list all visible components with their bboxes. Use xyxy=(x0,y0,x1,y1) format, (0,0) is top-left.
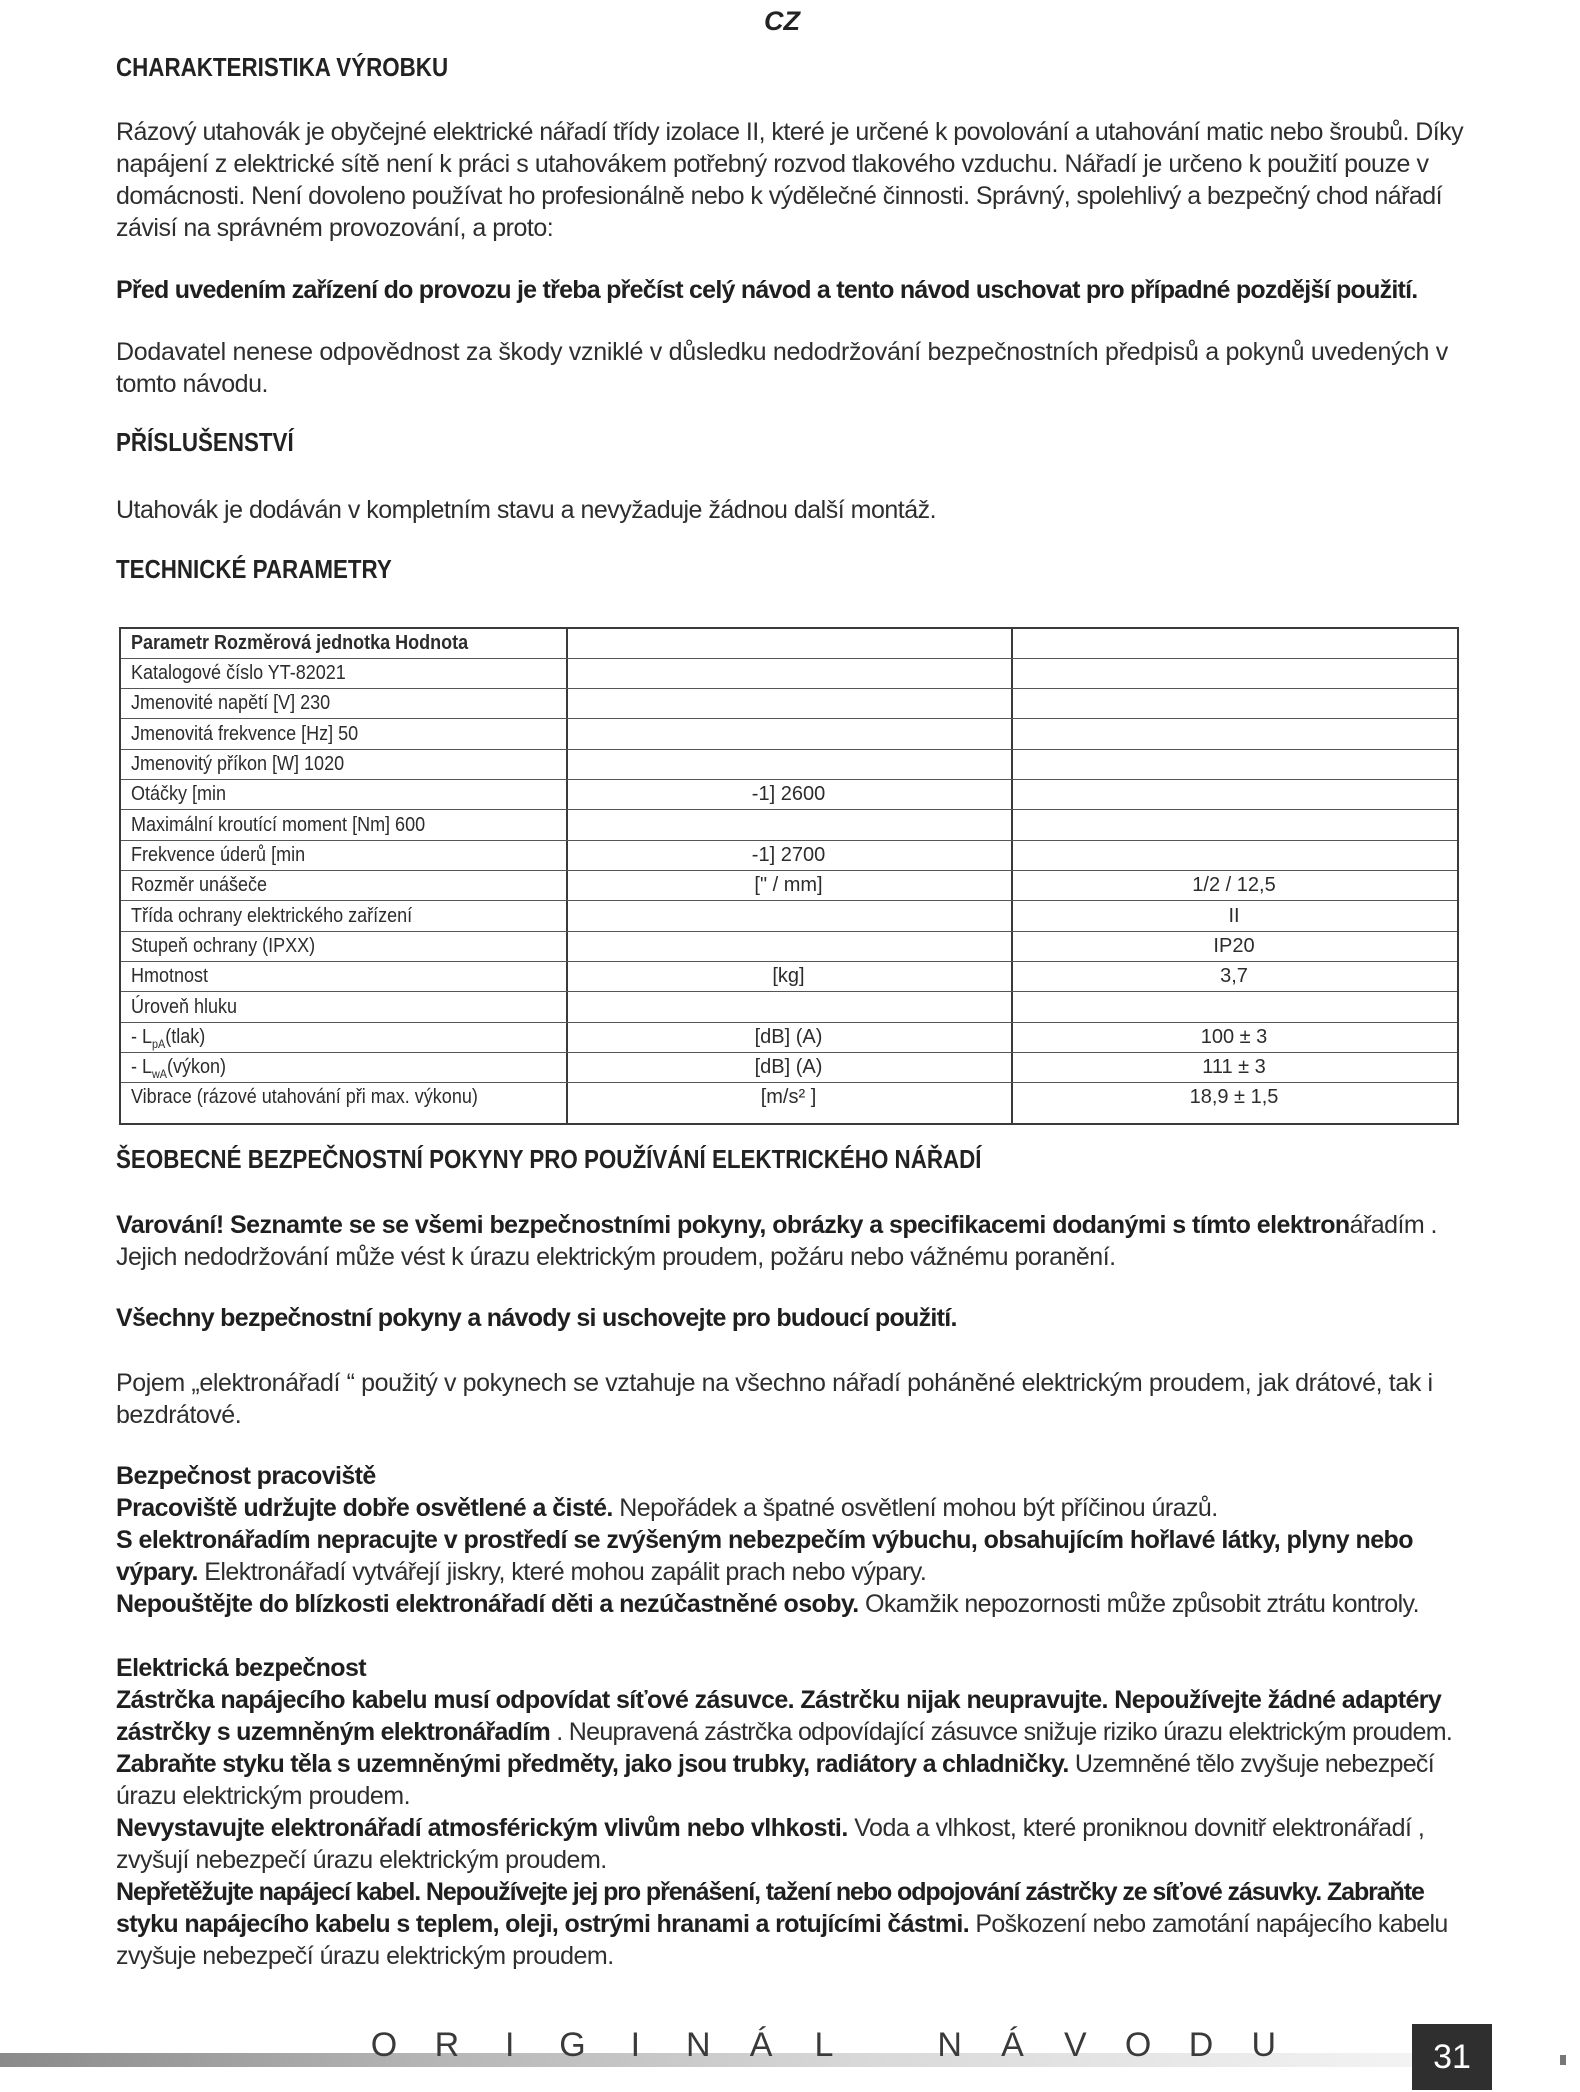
cell-text: - L xyxy=(131,1056,153,1078)
table-row xyxy=(121,1053,1457,1083)
table-row xyxy=(121,841,1457,871)
subsection-title: Bezpečnost pracoviště xyxy=(116,1462,376,1490)
table-cell xyxy=(131,1056,226,1081)
characteristics-paragraph xyxy=(116,116,1464,244)
table-cell: Vibrace (rázové utahování při max. výkonu) xyxy=(131,1086,478,1108)
table-cell: IP20 xyxy=(1213,935,1255,957)
text: ářadím . xyxy=(1349,1211,1437,1239)
term-paragraph xyxy=(116,1367,1460,1431)
language-code: CZ xyxy=(764,6,800,36)
text: Poškození nebo zamotání napájecího kabelu xyxy=(969,1910,1448,1938)
table-cell: [dB] (A) xyxy=(754,1056,823,1078)
text-line: zvyšuje nebezpečí úrazu elektrickým proudem. xyxy=(116,1942,614,1970)
text-line: Nepřetěžujte napájecí kabel. Nepoužívejte jej pro přenášení, tažení nebo odpojování zástrčky ze síťové zásuvky. Zabraňte xyxy=(116,1878,1424,1906)
table-row xyxy=(121,993,1457,1023)
table-cell: Jmenovitý příkon [W] 1020 xyxy=(131,753,345,775)
cell-text: (výkon) xyxy=(167,1056,227,1078)
table-row xyxy=(121,1023,1457,1053)
table-cell: Rozměr unášeče xyxy=(131,874,268,896)
footer-letter: I xyxy=(630,2026,641,2064)
technical-parameters-table xyxy=(119,627,1459,1125)
table-cell: -1] 2600 xyxy=(751,783,826,805)
table-row xyxy=(121,689,1457,719)
text-line: Zástrčka napájecího kabelu musí odpovídat síťové zásuvce. Zástrčku nijak neupravujte. Nepoužívejte žádné adaptéry xyxy=(116,1686,1442,1714)
footer-letter: Á xyxy=(1001,2026,1024,2064)
page-edge-mark xyxy=(1560,2055,1566,2065)
table-cell: II xyxy=(1228,905,1240,927)
table-cell: [kg] xyxy=(772,965,805,987)
subscript: wA xyxy=(152,1067,168,1081)
footer-letter: R xyxy=(434,2026,460,2064)
bold-text: Nevystavujte elektronářadí atmosférickým vlivům nebo vlhkosti. xyxy=(116,1814,848,1842)
table-cell: Stupeň ochrany (IPXX) xyxy=(131,935,316,957)
table-cell: 100 ± 3 xyxy=(1200,1026,1268,1048)
table-cell: [m/s² ] xyxy=(760,1086,817,1108)
table-row xyxy=(121,780,1457,810)
section-title-accessories: PŘÍSLUŠENSTVÍ xyxy=(116,427,294,457)
bold-text: výpary. xyxy=(116,1558,198,1586)
text: Okamžik nepozornosti může způsobit ztrátu kontroly. xyxy=(858,1590,1419,1618)
text-line xyxy=(116,1209,1460,1241)
table-row xyxy=(121,811,1457,841)
table-cell: 111 ± 3 xyxy=(1202,1056,1266,1078)
table-row xyxy=(121,962,1457,992)
text-line: Dodavatel nenese odpovědnost za škody vzniklé v důsledku nedodržování bezpečnostních předpisů a pokynů uvedených v xyxy=(116,338,1448,366)
bold-text: styku napájecího kabelu s teplem, oleji, ostrými hranami a rotujícími částmi. xyxy=(116,1910,970,1938)
text-line: bezdrátové. xyxy=(116,1401,242,1429)
table-row xyxy=(121,932,1457,962)
table-cell: Katalogové číslo YT-82021 xyxy=(131,662,346,684)
table-cell: Jmenovitá frekvence [Hz] 50 xyxy=(131,723,359,745)
text: . Neupravená zástrčka odpovídající zásuvce snižuje riziko úrazu elektrickým proudem. xyxy=(550,1718,1453,1746)
table-cell: Parametr Rozměrová jednotka Hodnota xyxy=(131,632,469,654)
text-line xyxy=(116,1716,1460,1748)
cell-text: - L xyxy=(131,1026,153,1048)
footer-letter: G xyxy=(559,2026,586,2064)
table-cell: Úroveň hluku xyxy=(131,996,238,1018)
electrical-safety-section xyxy=(116,1652,1460,1972)
text-line: S elektronářadím nepracujte v prostředí se zvýšeným nebezpečím výbuchu, obsahujícím hořlavé látky, plyny nebo xyxy=(116,1526,1413,1554)
text-line: napájení z elektrické sítě není k práci s utahovákem potřebný rozvod tlakového vzduchu. Nářadí je určeno k použití pouze v xyxy=(116,150,1429,178)
table-cell: Maximální kroutící moment [Nm] 600 xyxy=(131,814,426,836)
footer-letter: N xyxy=(685,2026,711,2064)
footer-letter: N xyxy=(937,2026,962,2064)
section-title-general-safety: ŠEOBECNÉ BEZPEČNOSTNÍ POKYNY PRO POUŽÍVÁNÍ ELEKTRICKÉHO NÁŘADÍ xyxy=(116,1144,982,1174)
section-title-technical-parameters: TECHNICKÉ PARAMETRY xyxy=(116,554,392,584)
table-cell: Otáčky [min xyxy=(131,783,227,805)
table-cell: [" / mm] xyxy=(754,874,823,896)
bold-text: zástrčky s uzemněným elektronářadím xyxy=(116,1718,551,1746)
subscript: pA xyxy=(152,1037,166,1051)
text-line xyxy=(116,1556,1460,1588)
table-cell: Hmotnost xyxy=(131,965,209,987)
footer-letter: U xyxy=(1251,2026,1277,2064)
text-line: domácnosti. Není dovoleno používat ho profesionálně nebo k výdělečné činnosti. Správný, spolehlivý a bezpečný chod nářadí xyxy=(116,182,1442,210)
text-line: Utahovák je dodáván v kompletním stavu a nevyžaduje žádnou další montáž. xyxy=(116,496,937,524)
text: Elektronářadí vytvářejí jiskry, které mohou zapálit prach nebo výpary. xyxy=(197,1558,927,1586)
footer-letter: V xyxy=(1063,2026,1087,2064)
footer-letter: L xyxy=(814,2026,834,2064)
text: Voda a vlhkost, které proniknou dovnitř elektronářadí , xyxy=(847,1814,1425,1842)
table-header-row xyxy=(121,629,1457,659)
footer-letter: O xyxy=(1124,2026,1152,2064)
table-cell: 18,9 ± 1,5 xyxy=(1189,1086,1279,1108)
text-line: Jejich nedodržování může vést k úrazu elektrickým proudem, požáru nebo vážnému poranění. xyxy=(116,1243,1116,1271)
accessories-paragraph xyxy=(116,494,1460,526)
text-line xyxy=(116,1748,1460,1780)
bold-text: Pracoviště udržujte dobře osvětlené a čisté. xyxy=(116,1494,613,1522)
subsection-title: Elektrická bezpečnost xyxy=(116,1654,367,1682)
table-row xyxy=(121,871,1457,901)
table-row xyxy=(121,1083,1457,1113)
footer-title xyxy=(364,2026,1284,2065)
text-line: zvyšují nebezpečí úrazu elektrickým proudem. xyxy=(116,1846,607,1874)
text-line: Pojem „elektronářadí “ použitý v pokynech se vztahuje na všechno nářadí poháněné elektrickým proudem, jak drátové, tak i xyxy=(116,1369,1433,1397)
table-cell: Jmenovité napětí [V] 230 xyxy=(131,692,331,714)
footer-letter xyxy=(867,2026,907,2065)
read-manual-notice xyxy=(116,274,1460,306)
text-line: úrazu elektrickým proudem. xyxy=(116,1782,411,1810)
footer-letter: Á xyxy=(749,2026,773,2064)
table-cell: 1/2 / 12,5 xyxy=(1192,874,1276,896)
text-line: Rázový utahovák je obyčejné elektrické nářadí třídy izolace II, které je určené k povolování a utahování matic nebo šroubů. Díky xyxy=(116,118,1464,146)
bold-text: Nepouštějte do blízkosti elektronářadí děti a nezúčastněné osoby. xyxy=(116,1590,859,1618)
keep-instructions-notice xyxy=(116,1302,1460,1334)
text-line: závisí na správném provozování, a proto: xyxy=(116,214,554,242)
text: Nepořádek a špatné osvětlení mohou být příčinou úrazů. xyxy=(612,1494,1218,1522)
cell-text: (tlak) xyxy=(165,1026,206,1048)
text-line xyxy=(116,1492,1460,1524)
footer-letter: D xyxy=(1188,2026,1214,2064)
footer-letter: I xyxy=(504,2026,515,2064)
text: Uzemněné tělo zvyšuje nebezpečí xyxy=(1068,1750,1434,1778)
text-line xyxy=(116,1908,1460,1940)
bold-text: Zabraňte styku těla s uzemněnými předměty, jako jsou trubky, radiátory a chladničky. xyxy=(116,1750,1069,1778)
table-cell: Frekvence úderů [min xyxy=(131,844,306,866)
table-cell: Třída ochrany elektrického zařízení xyxy=(131,905,413,927)
table-cell xyxy=(131,1026,205,1051)
section-title-characteristics: CHARAKTERISTIKA VÝROBKU xyxy=(116,52,449,82)
bold-text: Varování! Seznamte se se všemi bezpečnostními pokyny, obrázky a specifikacemi dodanými s tímto elektron xyxy=(116,1211,1350,1239)
table-cell: [dB] (A) xyxy=(754,1026,823,1048)
table-row xyxy=(121,659,1457,689)
table-cell: 3,7 xyxy=(1220,965,1248,987)
text-line xyxy=(116,1812,1460,1844)
table-row xyxy=(121,720,1457,750)
liability-paragraph xyxy=(116,336,1460,400)
table-row xyxy=(121,902,1457,932)
text-line: tomto návodu. xyxy=(116,370,268,398)
workplace-safety-section xyxy=(116,1460,1460,1620)
warning-paragraph xyxy=(116,1209,1460,1273)
footer-letter: O xyxy=(370,2026,398,2064)
page-number: 31 xyxy=(1412,2024,1492,2090)
text-line: Všechny bezpečnostní pokyny a návody si uschovejte pro budoucí použití. xyxy=(116,1304,957,1332)
table-cell: -1] 2700 xyxy=(751,844,826,866)
text-line: Před uvedením zařízení do provozu je třeba přečíst celý návod a tento návod uschovat pro případné pozdější použití. xyxy=(116,276,1418,304)
text-line xyxy=(116,1588,1460,1620)
table-row xyxy=(121,750,1457,780)
